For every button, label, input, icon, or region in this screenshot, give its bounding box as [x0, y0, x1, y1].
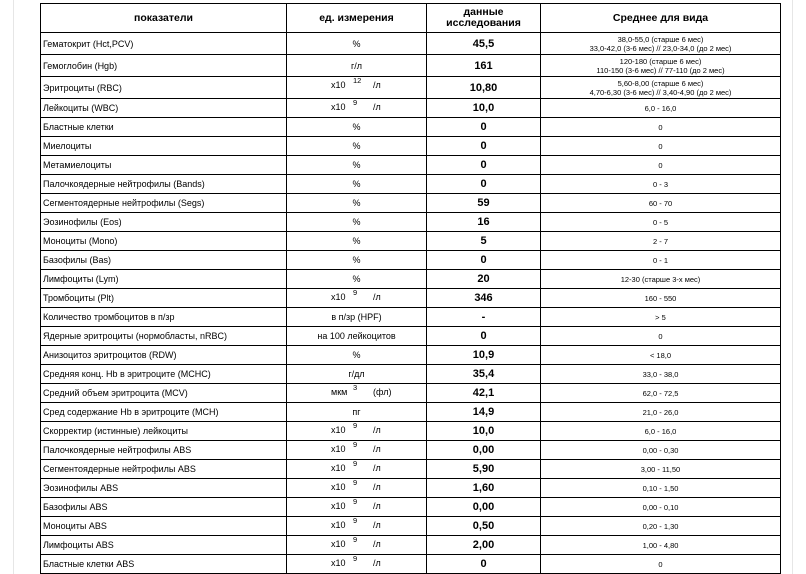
table-row [41, 460, 781, 479]
unit-cell [287, 118, 427, 137]
reference-range [541, 194, 781, 213]
unit-exponent: 9 [353, 478, 358, 487]
result-value: 5 [427, 232, 541, 251]
reference-line: 0 - 1 [652, 255, 668, 265]
unit-base: x10 [331, 482, 346, 492]
indicator-name: Средний объем эритроцита (MCV) [41, 384, 287, 403]
page-edge-line-right [792, 0, 793, 574]
indicator-name: Сегментоядерные нейтрофилы ABS [41, 460, 287, 479]
unit-base: x10 [331, 501, 346, 511]
unit-exponent: 9 [353, 459, 358, 468]
reference-line: 0,00 - 0,10 [642, 502, 679, 512]
reference-line-secondary: 33,0-42,0 (3-6 мес) // 23,0-34,0 (до 2 мес) [589, 43, 732, 53]
reference-range [541, 460, 781, 479]
reference-line: 2 - 7 [652, 236, 668, 246]
unit-base: x10 [331, 444, 346, 454]
table-row [41, 213, 781, 232]
table-row [41, 137, 781, 156]
table-row [41, 517, 781, 536]
result-value: 42,1 [427, 384, 541, 403]
unit-text: пг [352, 407, 361, 417]
unit-exponent: 9 [353, 421, 358, 430]
unit-cell [287, 460, 427, 479]
unit-text: % [352, 38, 361, 49]
unit-exponent: 9 [353, 554, 358, 563]
reference-line: 1,00 - 4,80 [642, 540, 679, 550]
result-value: 45,5 [427, 33, 541, 55]
indicator-name: Эритроциты (RBC) [41, 77, 287, 99]
indicator-name: Гемоглобин (Hgb) [41, 55, 287, 77]
result-value: 0 [427, 175, 541, 194]
table-row [41, 346, 781, 365]
reference-range [541, 422, 781, 441]
table-row [41, 327, 781, 346]
reference-range [541, 555, 781, 574]
indicator-name: Количество тромбоцитов в п/зр [41, 308, 287, 327]
unit-cell [287, 536, 427, 555]
table-row [41, 77, 781, 99]
reference-range [541, 213, 781, 232]
unit-tail: /л [373, 80, 381, 90]
indicator-name: Метамиелоциты [41, 156, 287, 175]
reference-range [541, 441, 781, 460]
reference-line: 0 [658, 122, 663, 132]
result-value: 16 [427, 213, 541, 232]
unit-cell [287, 77, 427, 99]
table-row [41, 194, 781, 213]
table-row [41, 289, 781, 308]
unit-cell [287, 213, 427, 232]
table-row [41, 536, 781, 555]
unit-cell [287, 194, 427, 213]
indicator-name: Эозинофилы (Eos) [41, 213, 287, 232]
reference-line: 12-30 (старше 3-х мес) [620, 274, 701, 284]
result-value: 10,80 [427, 77, 541, 99]
reference-range [541, 517, 781, 536]
reference-range [541, 232, 781, 251]
reference-line: 0 [658, 559, 663, 569]
unit-base: x10 [331, 102, 346, 112]
reference-range [541, 270, 781, 289]
unit-exponent: 9 [353, 98, 358, 107]
result-value: 0,00 [427, 441, 541, 460]
reference-range [541, 118, 781, 137]
unit-cell [287, 555, 427, 574]
table-row [41, 99, 781, 118]
result-value: 0 [427, 251, 541, 270]
indicator-name: Лимфоциты ABS [41, 536, 287, 555]
unit-text: в п/зр (HPF) [331, 312, 382, 322]
indicator-name: Гематокрит (Hct,PCV) [41, 33, 287, 55]
unit-cell [287, 498, 427, 517]
result-value: 161 [427, 55, 541, 77]
unit-tail: /л [373, 102, 381, 112]
table-row [41, 175, 781, 194]
reference-line: 62,0 - 72,5 [642, 388, 679, 398]
result-value: 35,4 [427, 365, 541, 384]
table-header-row [41, 4, 781, 33]
result-value: 59 [427, 194, 541, 213]
table-row [41, 422, 781, 441]
table-row [41, 498, 781, 517]
unit-base: x10 [331, 558, 346, 568]
header-unit: ед. измерения [287, 4, 427, 33]
unit-base: x10 [331, 425, 346, 435]
indicator-name: Лейкоциты (WBC) [41, 99, 287, 118]
reference-line: 0 [658, 331, 663, 341]
header-reference: Среднее для вида [541, 4, 781, 33]
indicator-name: Эозинофилы ABS [41, 479, 287, 498]
reference-range [541, 175, 781, 194]
unit-base: x10 [331, 463, 346, 473]
reference-line: < 18,0 [649, 350, 672, 360]
unit-exponent: 9 [353, 497, 358, 506]
result-value: 0 [427, 555, 541, 574]
unit-cell [287, 156, 427, 175]
reference-range [541, 498, 781, 517]
unit-tail: /л [373, 520, 381, 530]
unit-text: % [352, 350, 361, 360]
result-value: 1,60 [427, 479, 541, 498]
indicator-name: Скорректир (истинные) лейкоциты [41, 422, 287, 441]
unit-cell [287, 137, 427, 156]
reference-line: 3,00 - 11,50 [640, 464, 681, 474]
reference-range [541, 308, 781, 327]
result-value: 0,00 [427, 498, 541, 517]
unit-text: % [352, 160, 361, 170]
reference-line: 21,0 - 26,0 [642, 407, 679, 417]
unit-cell [287, 384, 427, 403]
unit-exponent: 12 [353, 76, 362, 85]
unit-base: мкм [331, 387, 348, 397]
reference-line: 6,0 - 16,0 [644, 103, 677, 113]
result-value: 20 [427, 270, 541, 289]
blood-test-table [40, 3, 781, 574]
table-row [41, 403, 781, 422]
unit-cell [287, 175, 427, 194]
reference-range [541, 327, 781, 346]
unit-exponent: 9 [353, 535, 358, 544]
result-value: 2,00 [427, 536, 541, 555]
table-row [41, 441, 781, 460]
unit-tail: /л [373, 482, 381, 492]
indicator-name: Миелоциты [41, 137, 287, 156]
reference-range [541, 479, 781, 498]
table-row [41, 33, 781, 55]
table-row [41, 118, 781, 137]
unit-tail: /л [373, 501, 381, 511]
table-body [41, 33, 781, 574]
indicator-name: Сред содержание Hb в эритроците (MCH) [41, 403, 287, 422]
unit-base: x10 [331, 539, 346, 549]
indicator-name: Базофилы ABS [41, 498, 287, 517]
unit-base: x10 [331, 292, 346, 302]
reference-line: 0,00 - 0,30 [642, 445, 679, 455]
reference-range [541, 77, 781, 99]
reference-line-secondary: 110-150 (3-6 мес) // 77-110 (до 2 мес) [596, 65, 725, 75]
unit-cell [287, 99, 427, 118]
unit-text: % [352, 198, 361, 208]
table-row [41, 384, 781, 403]
indicator-name: Ядерные эритроциты (нормобласты, nRBC) [41, 327, 287, 346]
result-value: 10,0 [427, 422, 541, 441]
unit-cell [287, 327, 427, 346]
unit-tail: /л [373, 463, 381, 473]
result-value: 0 [427, 327, 541, 346]
reference-line: 60 - 70 [648, 198, 673, 208]
indicator-name: Лимфоциты (Lym) [41, 270, 287, 289]
result-value: 0 [427, 137, 541, 156]
indicator-name: Анизоцитоз эритроцитов (RDW) [41, 346, 287, 365]
unit-tail: /л [373, 539, 381, 549]
reference-line: 38,0-55,0 (старше 6 мес) [617, 34, 704, 44]
indicator-name: Тромбоциты (Plt) [41, 289, 287, 308]
result-value: 0 [427, 118, 541, 137]
unit-exponent: 9 [353, 516, 358, 525]
unit-text: % [352, 236, 361, 246]
unit-base: x10 [331, 80, 346, 90]
reference-line: 0,20 - 1,30 [642, 521, 679, 531]
reference-line: 33,0 - 38,0 [642, 369, 679, 379]
unit-tail: /л [373, 425, 381, 435]
header-result-line1: данные [463, 6, 504, 18]
reference-range [541, 384, 781, 403]
unit-cell [287, 308, 427, 327]
table-row [41, 156, 781, 175]
unit-cell [287, 251, 427, 270]
reference-line: 5,60-8,00 (старше 6 мес) [617, 78, 704, 88]
reference-range [541, 289, 781, 308]
unit-exponent: 9 [353, 440, 358, 449]
reference-line: 0 [658, 160, 663, 170]
unit-text: % [352, 122, 361, 132]
indicator-name: Бластные клетки ABS [41, 555, 287, 574]
unit-exponent: 3 [353, 383, 358, 392]
result-value: 346 [427, 289, 541, 308]
unit-text: % [352, 255, 361, 265]
reference-range [541, 536, 781, 555]
unit-cell [287, 403, 427, 422]
unit-cell [287, 55, 427, 77]
unit-tail: /л [373, 444, 381, 454]
reference-range [541, 55, 781, 77]
unit-text: % [352, 274, 361, 284]
unit-cell [287, 289, 427, 308]
unit-tail: (фл) [373, 387, 392, 397]
header-result [427, 4, 541, 33]
unit-cell [287, 270, 427, 289]
indicator-name: Моноциты ABS [41, 517, 287, 536]
reference-range [541, 346, 781, 365]
unit-text: г/л [350, 60, 363, 71]
unit-text: % [352, 141, 361, 151]
header-indicator: показатели [41, 4, 287, 33]
reference-range [541, 403, 781, 422]
unit-cell [287, 346, 427, 365]
unit-cell [287, 441, 427, 460]
reference-range [541, 156, 781, 175]
unit-exponent: 9 [353, 288, 358, 297]
table-row [41, 251, 781, 270]
result-value: - [427, 308, 541, 327]
result-value: 10,0 [427, 99, 541, 118]
table-row [41, 270, 781, 289]
unit-cell [287, 517, 427, 536]
unit-cell [287, 232, 427, 251]
indicator-name: Бластные клетки [41, 118, 287, 137]
reference-line: 0 - 3 [652, 179, 668, 189]
reference-range [541, 99, 781, 118]
table-row [41, 55, 781, 77]
unit-cell [287, 365, 427, 384]
reference-line: 160 - 550 [644, 293, 677, 303]
table-row [41, 555, 781, 574]
indicator-name: Палочкоядерные нейтрофилы ABS [41, 441, 287, 460]
reference-line: 0 [658, 141, 663, 151]
reference-range [541, 137, 781, 156]
table-row [41, 308, 781, 327]
indicator-name: Палочкоядерные нейтрофилы (Bands) [41, 175, 287, 194]
reference-line: 6,0 - 16,0 [644, 426, 677, 436]
result-value: 0,50 [427, 517, 541, 536]
indicator-name: Моноциты (Mono) [41, 232, 287, 251]
result-value: 5,90 [427, 460, 541, 479]
unit-tail: /л [373, 558, 381, 568]
indicator-name: Базофилы (Bas) [41, 251, 287, 270]
header-result-line2: исследования [446, 17, 521, 29]
indicator-name: Сегментоядерные нейтрофилы (Segs) [41, 194, 287, 213]
reference-line: 120-180 (старше 6 мес) [619, 56, 702, 66]
unit-text: г/дл [348, 369, 365, 379]
table-row [41, 232, 781, 251]
unit-cell [287, 422, 427, 441]
result-value: 14,9 [427, 403, 541, 422]
unit-cell [287, 33, 427, 55]
unit-base: x10 [331, 520, 346, 530]
unit-text: % [352, 217, 361, 227]
indicator-name: Средняя конц. Hb в эритроците (MCHC) [41, 365, 287, 384]
unit-cell [287, 479, 427, 498]
table-row [41, 365, 781, 384]
unit-text: % [352, 179, 361, 189]
reference-line: 0 - 5 [652, 217, 668, 227]
page-edge-line-left [13, 0, 14, 574]
unit-tail: /л [373, 292, 381, 302]
reference-line: 0,10 - 1,50 [642, 483, 679, 493]
reference-line-secondary: 4,70-6,30 (3-6 мес) // 3,40-4,90 (до 2 мес) [589, 87, 732, 97]
result-value: 0 [427, 156, 541, 175]
reference-range [541, 33, 781, 55]
reference-range [541, 365, 781, 384]
reference-line: > 5 [655, 312, 666, 322]
unit-text: на 100 лейкоцитов [317, 331, 396, 341]
result-value: 10,9 [427, 346, 541, 365]
table-row [41, 479, 781, 498]
reference-range [541, 251, 781, 270]
